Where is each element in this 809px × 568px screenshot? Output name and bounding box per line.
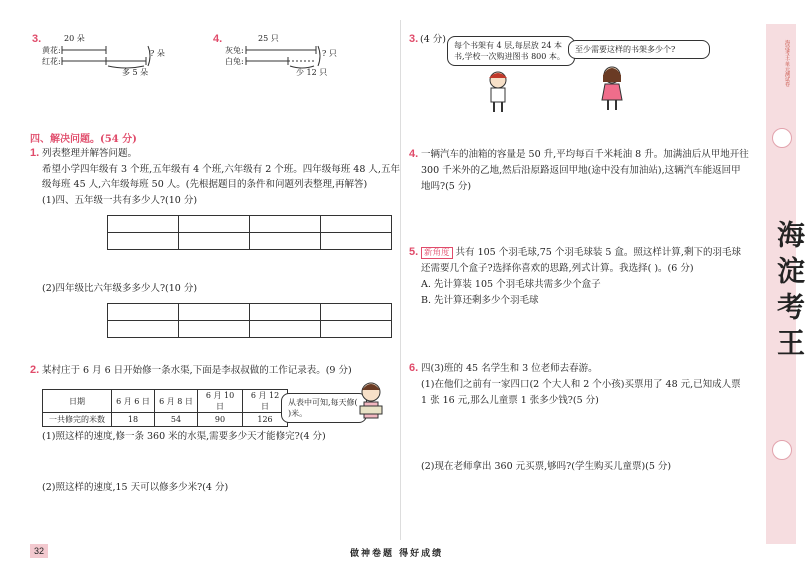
p2-text: 某村庄于 6 月 6 日开始修一条水渠,下面是李叔叔做的工作记录表。(9 分)	[42, 365, 352, 376]
section-title: 四、解决问题。(54 分)	[30, 134, 137, 145]
brand-deco-circle-top	[772, 128, 792, 148]
p5-new-angle-tag: 新角度	[421, 247, 453, 259]
footer-slogan: 做神卷题 得好成绩	[350, 549, 444, 559]
p2-sub2: (2)照这样的速度,15 天可以修多少米?(4 分)	[42, 482, 229, 493]
page-number: 32	[30, 544, 48, 558]
q3-number: 3.	[32, 33, 42, 45]
p5-first-line	[421, 246, 741, 260]
q4-diff: 少 12 只	[296, 68, 328, 77]
p5-line1: 共有 105 个羽毛球,75 个羽毛球装 5 盒。照这样计算,剩下的羽毛球	[455, 247, 741, 258]
q3-label-hong: 红花:	[42, 57, 61, 66]
p6-number: 6.	[409, 362, 419, 374]
p5-number: 5.	[409, 246, 419, 258]
p2-value-4: 126	[243, 413, 288, 427]
p2-value-2: 54	[155, 413, 198, 427]
p4-line2: 300 千米外的乙地,然后沿原路返回甲地(途中没有加油站),这辆汽车能返回甲	[421, 165, 741, 176]
q4-label-hui: 灰兔:	[225, 46, 244, 55]
q4-number: 4.	[213, 33, 223, 45]
q3-label-huang: 黄花:	[42, 46, 61, 55]
p1-sub1: (1)四、五年级一共有多少人?(10 分)	[42, 195, 198, 206]
p2-number: 2.	[30, 364, 40, 376]
q4-line-diagram	[244, 40, 324, 70]
p1-title: 列表整理并解答问题。	[42, 148, 138, 159]
brand-deco-circle-bottom	[772, 440, 792, 460]
p1-sub2: (2)四年级比六年级多多少人?(10 分)	[42, 283, 198, 294]
p1-body-line2: 级每班 45 人,六年级每班 50 人。(先根据题目的条件和问题列表整理,再解答)	[42, 179, 368, 190]
p2-header-col2: 6 月 8 日	[155, 390, 198, 413]
brand-subtitle: 海淀考王·单元测试卷	[784, 40, 790, 87]
p6-line3: 1 张 16 元,那么儿童票 1 张多少钱?(5 分)	[421, 395, 599, 406]
p2-value-3: 90	[198, 413, 243, 427]
p2-header-col3: 6 月 10 日	[198, 390, 243, 413]
girl-reading-illustration	[356, 380, 386, 426]
p5-option-b: B. 先计算还剩多少个羽毛球	[421, 295, 539, 306]
p2-work-record-table	[42, 389, 288, 427]
q4-question: ? 只	[322, 49, 337, 58]
brand-title: 海淀考王	[773, 220, 806, 364]
q4-count-top: 25 只	[258, 34, 279, 43]
q4-label-bai: 白兔:	[225, 57, 244, 66]
q3-count-top: 20 朵	[64, 34, 85, 43]
p2-speech-bubble: 从表中可知,每天修( )米。	[281, 393, 367, 423]
p1-answer-grid-1[interactable]	[107, 215, 392, 250]
p4-line1: 一辆汽车的油箱的容量是 50 升,平均每百千米耗油 8 升。加满油后从甲地开往	[421, 149, 749, 160]
p3-bubble-girl: 至少需要这样的书架多少个?	[568, 40, 710, 59]
p2-header-col1: 6 月 6 日	[112, 390, 155, 413]
p3-bubble-boy: 每个书架有 4 层,每层放 24 本书,学校一次购进图书 800 本。	[447, 36, 575, 66]
p1-number: 1.	[30, 147, 40, 159]
p6-line1: 四(3)班的 45 名学生和 3 位老师去春游。	[421, 363, 598, 374]
q3-diff: 多 5 朵	[122, 68, 149, 77]
p6-line4: (2)现在老师拿出 360 元买票,够吗?(学生购买儿童票)(5 分)	[421, 461, 672, 472]
p5-option-a: A. 先计算装 105 个羽毛球共需多少个盒子	[421, 279, 601, 290]
p2-header-col4: 6 月 12 日	[243, 390, 288, 413]
p3-score: (4 分)	[420, 34, 446, 45]
p2-value-1: 18	[112, 413, 155, 427]
p3-number: 3.	[409, 33, 419, 45]
p1-body-line1: 希望小学四年级有 3 个班,五年级有 4 个班,六年级有 2 个班。四年级每班 48 人,五年	[42, 164, 400, 175]
p1-answer-grid-2[interactable]	[107, 303, 392, 338]
q3-line-diagram	[60, 40, 155, 70]
boy-illustration	[484, 70, 512, 114]
p4-line3: 地吗?(5 分)	[421, 181, 472, 192]
page-divider	[400, 20, 401, 540]
p2-header-date: 日期	[43, 390, 112, 413]
p5-line2: 还需要几个盒子?选择你喜欢的思路,列式计算。我选择( )。(6 分)	[421, 263, 694, 274]
girl-illustration	[598, 64, 626, 112]
q3-question: ? 朵	[150, 49, 165, 58]
p4-number: 4.	[409, 148, 419, 160]
p2-row-label: 一共修完的米数	[43, 413, 112, 427]
p2-sub1: (1)照这样的速度,修一条 360 米的水渠,需要多少天才能修完?(4 分)	[42, 431, 326, 442]
p6-line2: (1)在他们之前有一家四口(2 个大人和 2 个小孩)买票用了 48 元,已知成人票	[421, 379, 741, 390]
